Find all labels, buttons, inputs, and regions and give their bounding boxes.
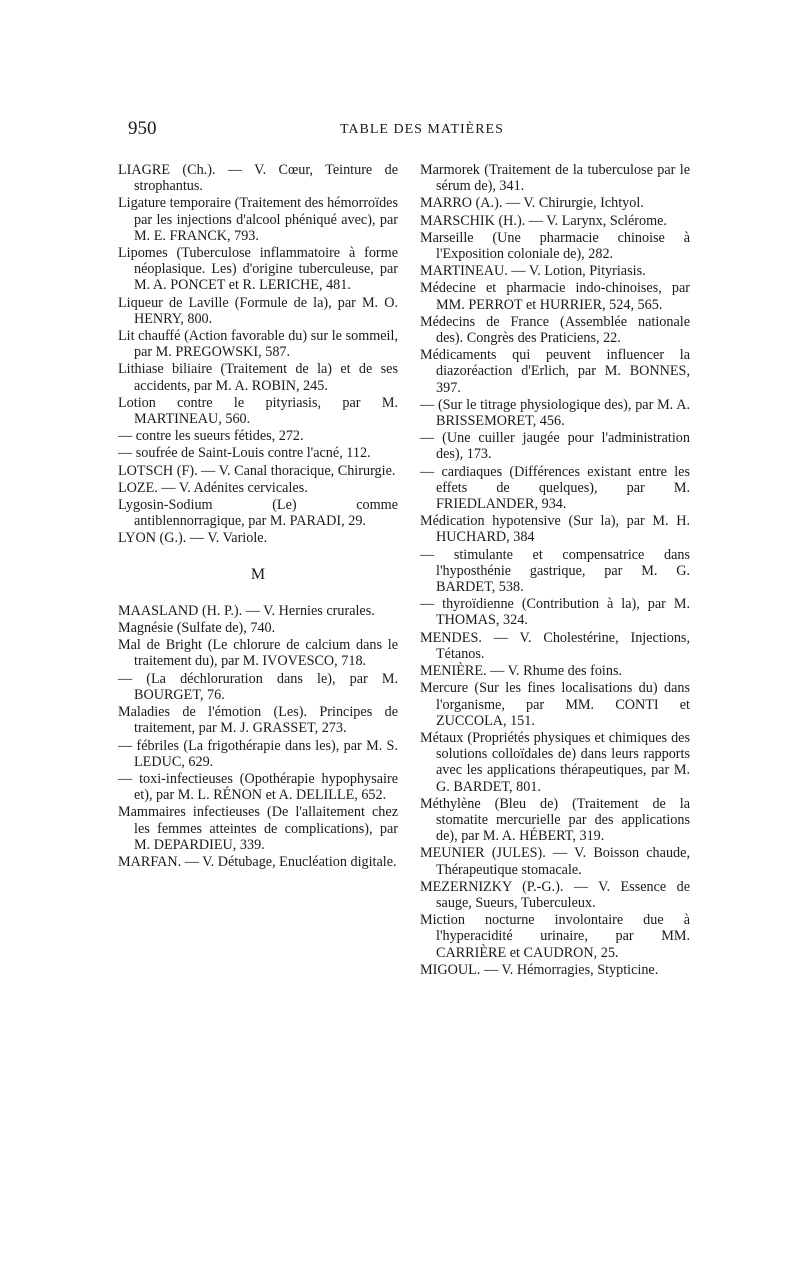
index-entry: MARRO (A.). — V. Chirurgie, Ichtyol. <box>420 195 644 212</box>
index-entry: — (Sur le titrage physiologique des), par M. A. BRISSEMORET, 456. <box>420 396 690 430</box>
index-entry: — toxi-infectieuses (Opothérapie hypophysaire et), par M. L. RÉNON et A. DELILLE, 652. <box>118 770 398 804</box>
index-entry: Mercure (Sur les fines localisations du) dans l'organisme, par MM. CONTI et ZUCCOLA, 151. <box>420 680 690 729</box>
index-entry: MEUNIER (JULES). — V. Boisson chaude, Thérapeutique stomacale. <box>420 845 690 878</box>
index-entry: — thyroïdienne (Contribution à la), par M. THOMAS, 324. <box>420 596 690 629</box>
left-column <box>118 162 398 871</box>
index-entry: Maladies de l'émotion (Les). Principes de traitement, par M. J. GRASSET, 273. <box>118 704 398 737</box>
index-entry: Médecins de France (Assemblée nationale des). Congrès des Praticiens, 22. <box>420 313 690 347</box>
index-entry: Magnésie (Sulfate de), 740. <box>118 620 276 637</box>
index-entry: Lotion contre le pityriasis, par M. MARTINEAU, 560. <box>118 394 398 428</box>
index-entry: — (Une cuiller jaugée pour l'administration des), 173. <box>420 430 690 463</box>
index-entry: Lipomes (Tuberculose inflammatoire à forme néoplasique. Les) d'origine tuberculeuse, par M. A. PONCET et R. LERICHE, 481. <box>118 245 398 294</box>
index-entry: Mammaires infectieuses (De l'allaitement chez les femmes atteintes de complications), par M. DEPARDIEU, 339. <box>118 804 398 853</box>
index-entry: Mal de Bright (Le chlorure de calcium dans le traitement du), par M. IVOVESCO, 718. <box>118 637 398 670</box>
index-entry: MARTINEAU. — V. Lotion, Pityriasis. <box>420 263 646 280</box>
index-entry: Médicaments qui peuvent influencer la diazoréaction d'Erlich, par M. BONNES, 397. <box>420 347 690 396</box>
index-entry: Ligature temporaire (Traitement des hémorroïdes par les injections d'alcool phéniqué avec), par M. E. FRANCK, 793. <box>118 195 398 244</box>
index-entry: Médecine et pharmacie indo-chinoises, par MM. PERROT et HURRIER, 524, 565. <box>420 280 690 313</box>
index-entry: — fébriles (La frigothérapie dans les), par M. S. LEDUC, 629. <box>118 737 398 770</box>
index-entry: MIGOUL. — V. Hémorragies, Stypticine. <box>420 961 659 978</box>
index-entry: Liqueur de Laville (Formule de la), par M. O. HENRY, 800. <box>118 294 398 327</box>
index-entry: LOTSCH (F). — V. Canal thoracique, Chirurgie. <box>118 462 396 479</box>
index-entry: LIAGRE (Ch.). — V. Cœur, Teinture de strophantus. <box>118 162 398 195</box>
index-entry: Lithiase biliaire (Traitement de la) et de ses accidents, par M. A. ROBIN, 245. <box>118 361 398 394</box>
section-letter: M <box>250 565 266 583</box>
index-entry: — soufrée de Saint-Louis contre l'acné, 112. <box>118 445 371 462</box>
index-entry: MARFAN. — V. Détubage, Enucléation digitale. <box>118 853 397 870</box>
index-entry: — stimulante et compensatrice dans l'hyposthénie gastrique, par M. G. BARDET, 538. <box>420 546 690 596</box>
index-entry: Lygosin-Sodium (Le) comme antiblennorragique, par M. PARADI, 29. <box>118 497 398 530</box>
index-entry: MEZERNIZKY (P.-G.). — V. Essence de sauge, Sueurs, Tuberculeux. <box>420 878 690 911</box>
index-entry: Méthylène (Bleu de) (Traitement de la stomatite mercurielle par des applications de), par M. A. HÉBERT, 319. <box>420 795 690 845</box>
index-entry: Miction nocturne involontaire due à l'hyperacidité urinaire, par MM. CARRIÈRE et CAUDRON, 25. <box>420 912 690 961</box>
index-entry: MAASLAND (H. P.). — V. Hernies crurales. <box>118 602 375 619</box>
index-entry: Médication hypotensive (Sur la), par M. H. HUCHARD, 384 <box>420 513 690 546</box>
index-entry: LYON (G.). — V. Variole. <box>118 530 268 547</box>
index-entry: Métaux (Propriétés physiques et chimiques des solutions colloïdales de) dans leurs rapports avec les applications thérapeutiques, par M. G. BARDET, 801. <box>420 729 690 795</box>
index-entry: MARSCHIK (H.). — V. Larynx, Sclérome. <box>420 212 667 229</box>
index-entry: MENIÈRE. — V. Rhume des foins. <box>420 663 623 680</box>
index-entry: LOZE. — V. Adénites cervicales. <box>118 479 308 496</box>
index-entry: — (La déchloruration dans le), par M. BOURGET, 76. <box>118 670 398 703</box>
right-column <box>420 162 690 979</box>
page-number: 950 <box>128 118 157 139</box>
index-entry: Marmorek (Traitement de la tuberculose par le sérum de), 341. <box>420 162 690 195</box>
page-header <box>128 118 688 142</box>
index-entry: MENDES. — V. Cholestérine, Injections, Tétanos. <box>420 629 690 662</box>
running-title: TABLE DES MATIÈRES <box>340 122 504 137</box>
index-entry: — cardiaques (Différences existant entre les effets de quelques), par M. FRIEDLANDER, 934. <box>420 463 690 513</box>
index-entry: Marseille (Une pharmacie chinoise à l'Exposition coloniale de), 282. <box>420 229 690 263</box>
index-entry: — contre les sueurs fétides, 272. <box>118 428 304 445</box>
index-entry: Lit chauffé (Action favorable du) sur le sommeil, par M. PREGOWSKI, 587. <box>118 328 398 361</box>
